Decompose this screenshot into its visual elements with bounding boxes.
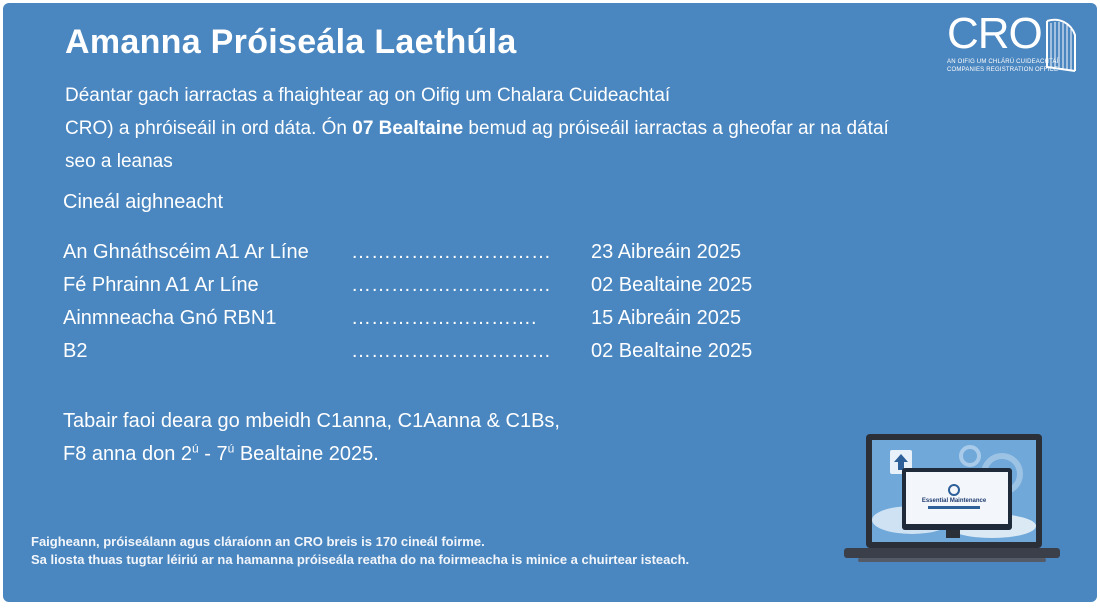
intro-date-highlight: 07 Bealtaine [352, 118, 464, 139]
processing-date: 02 Bealtaine 2025 [591, 274, 753, 296]
list-item [63, 274, 823, 307]
footer-note [31, 533, 689, 569]
processing-date: 23 Aibreáin 2025 [591, 241, 742, 263]
list-item [63, 307, 823, 340]
processing-times-list [63, 241, 823, 373]
list-item [63, 241, 823, 274]
note-line-1: Tabair faoi deara go mbeidh C1anna, C1Aanna & C1Bs, [63, 410, 560, 432]
processing-date: 02 Bealtaine 2025 [591, 340, 753, 362]
page-title: Amanna Próiseála Laethúla [65, 23, 517, 61]
footer-line-2: Sa liosta thuas tugtar léiriú ar na hamanna próiseála reatha do na foirmeacha is minice a chuirtear isteach. [31, 552, 690, 567]
logo-text: CRO [947, 9, 1042, 58]
list-item [63, 340, 823, 373]
section-heading: Cineál aighneacht [63, 191, 224, 213]
leader-dots: ………………………. [351, 307, 537, 329]
footer-line-1: Faigheann, próiseálann agus cláraíonn an CRO breis is 170 cineál foirme. [31, 534, 485, 549]
leader-dots: ………………………… [351, 274, 551, 296]
submission-type: B2 [63, 340, 88, 362]
submission-type: Ainmneacha Gnó RBN1 [63, 307, 277, 329]
intro-line-3: seo a leanas [65, 151, 173, 172]
submission-type: An Ghnáthscéim A1 Ar Líne [63, 241, 309, 263]
processing-date: 15 Aibreáin 2025 [591, 307, 742, 329]
logo-subline-irish: AN OIFIG UM CHLÁRÚ CUIDEACHTAÍ [947, 59, 1059, 65]
leader-dots: ………………………… [351, 340, 551, 362]
intro-line-1: Déantar gach iarractas a fhaightear ag on Oifig um Chalara Cuideachtaí [65, 85, 671, 106]
intro-text [65, 79, 1025, 178]
leader-dots: ………………………… [351, 241, 551, 263]
screen-caption: Essential Maintenance [921, 498, 987, 504]
logo-subline-english: COMPANIES REGISTRATION OFFICE [947, 67, 1059, 73]
intro-line-2: CRO) a phróiseáil in ord dáta. Ón 07 Bealtaine bemud ag próiseáil iarractas a gheofar ar na dátaí [65, 118, 889, 139]
note-line-2: F8 anna don $2^ú - 7^ú$ Bealtaine 2025. [63, 441, 379, 465]
submission-type: Fé Phrainn A1 Ar Líne [63, 274, 259, 296]
cro-logo [943, 9, 1083, 77]
note-text [63, 405, 560, 471]
harp-icon [1041, 17, 1079, 75]
